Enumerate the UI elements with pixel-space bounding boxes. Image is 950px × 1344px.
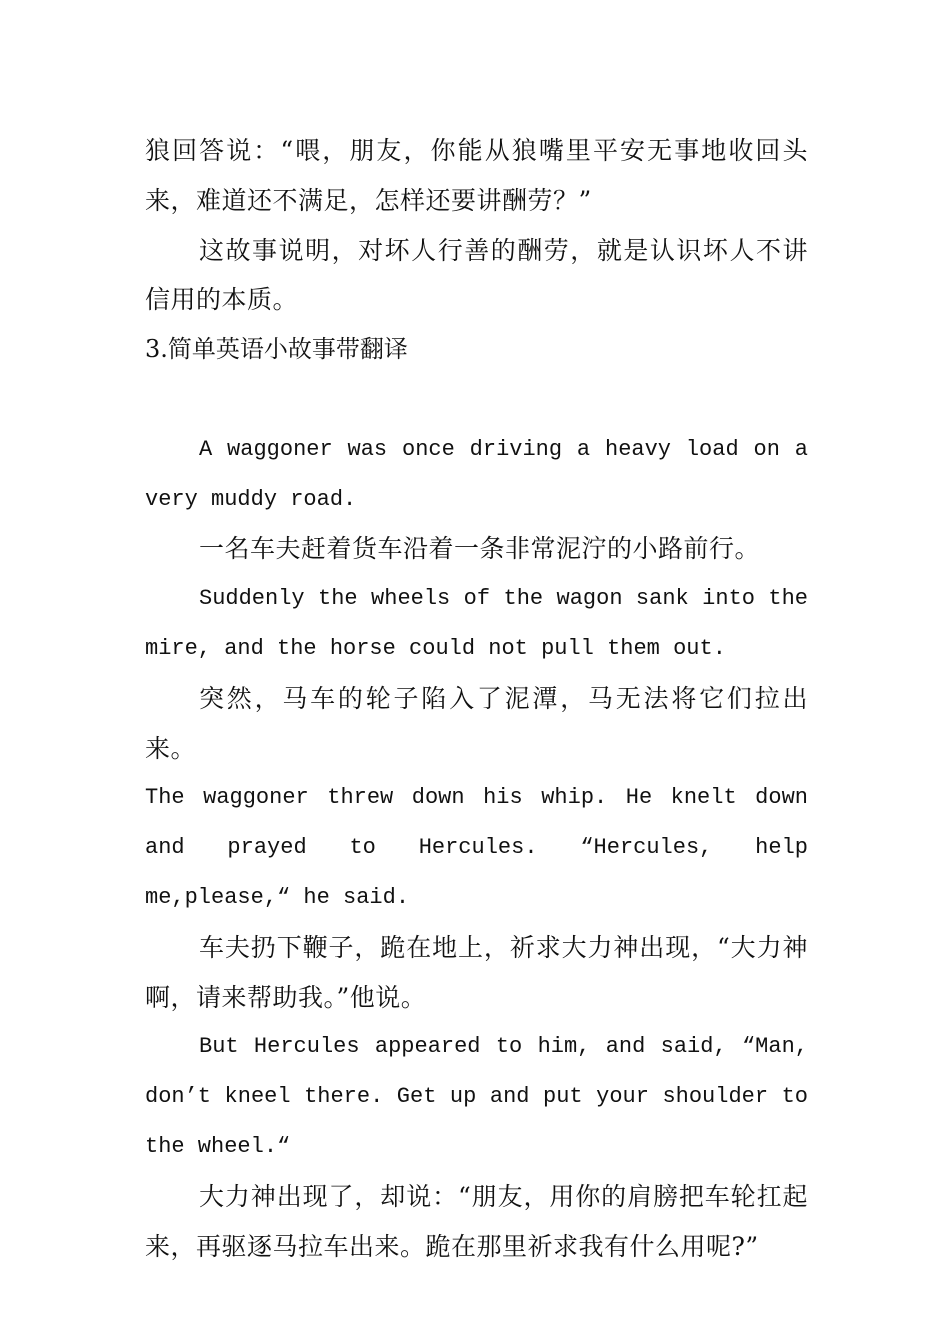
paragraph-zh-2: 突然，马车的轮子陷入了泥潭，马无法将它们拉出来。 bbox=[145, 683, 808, 763]
paragraph-en-3: The waggoner threw down his whip. He knelt down and prayed to Hercules. “Hercules, help me,please,“ he said. bbox=[145, 785, 808, 910]
paragraph-en-2: Suddenly the wheels of the wagon sank into the mire, and the horse could not pull them out. bbox=[145, 586, 808, 661]
spacer bbox=[145, 375, 808, 425]
paragraph-moral: 这故事说明，对坏人行善的酬劳，就是认识坏人不讲信用的本质。 bbox=[145, 235, 808, 315]
paragraph-wolf-reply: 狼回答说：“喂，朋友，你能从狼嘴里平安无事地收回头来，难道还不满足，怎样还要讲酬劳？” bbox=[145, 136, 808, 215]
section-heading: 3.简单英语小故事带翻译 bbox=[145, 335, 408, 364]
paragraph-zh-4: 大力神出现了，却说：“朋友，用你的肩膀把车轮扛起来，再驱逐马拉车出来。跪在那里祈求我有什么用呢?” bbox=[145, 1181, 808, 1261]
paragraph-zh-3: 车夫扔下鞭子，跪在地上，祈求大力神出现，“大力神啊，请来帮助我。”他说。 bbox=[145, 932, 808, 1012]
paragraph-zh-1: 一名车夫赶着货车沿着一条非常泥泞的小路前行。 bbox=[199, 534, 761, 564]
paragraph-en-1: A waggoner was once driving a heavy load on a very muddy road. bbox=[145, 436, 808, 512]
paragraph-en-4: But Hercules appeared to him, and said, “Man, don’t kneel there. Get up and put your shoulder to the wheel.“ bbox=[145, 1034, 808, 1159]
